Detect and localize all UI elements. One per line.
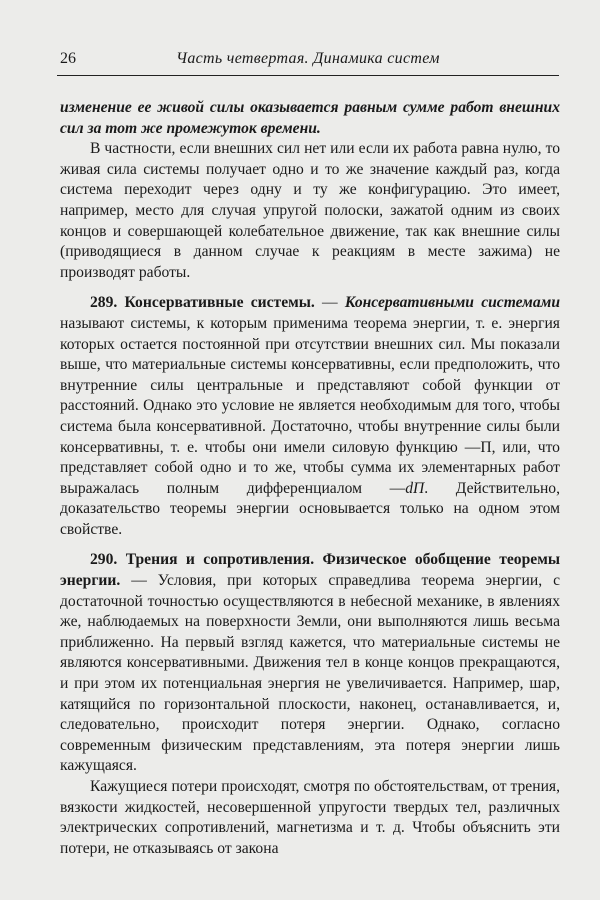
running-title: Часть четвертая. Динамика систем <box>176 50 440 67</box>
intro-conclusion: изменение ее живой силы оказывается равным сумме работ внешних сил за тот же промежуток времени. <box>60 99 560 137</box>
section-290-paragraph-2: Кажущиеся потери происходят, смотря по обстоятельствам, от трения, вязкости жидкостей, несовершенной упругости твердых тел, различных электрических сопротивлений, магнетизма и т. д. Чтобы объяснить эти потери, не отказываясь от закона <box>60 778 560 857</box>
page-number: 26 <box>60 50 76 67</box>
symbol-dpi: dП <box>405 479 425 497</box>
header-rule <box>57 75 559 76</box>
page-body <box>60 98 560 859</box>
section-290-heading: 290. Трения и сопротивления. Физическое обобщение теоремы энергии. <box>60 551 560 590</box>
section-289-paragraph: 289. Консервативные системы. — Консервативными системами называют системы, к которым применима теорема энергии, т. е. энергия которых остается постоянной при отсутствии внешних сил. Мы показали выше, что материальные системы консервативны, если предположить, что внутренние силы центральные и представляют собой функции от расстояний. Однако это условие не является необходимым для того, чтобы система была консервативной. Достаточно, чтобы внутренние силы были консервативны, т. е. чтобы они имели силовую функцию —П, или, что представляет собой одно и то же, чтобы сумма их элементарных работ выражалась полным дифференциалом —dП. Действительно, доказательство теоремы энергии основывается только на одном этом свойстве. <box>60 294 560 538</box>
intro-paragraph: В частности, если внешних сил нет или если их работа равна нулю, то живая сила системы получает одно и то же значение каждый раз, когда система переходит через одну и ту же конфигурацию. Это имеет, например, место для случая упругой полоски, зажатой одним из своих концов и совершающей колебательное движение, так как внешние силы (приводящиеся в данном случае к реакциям в месте зажима) не производят работы. <box>60 140 560 281</box>
page-header <box>60 50 558 76</box>
symbol-pi: П <box>480 438 492 456</box>
section-289-term: Консервативными системами <box>344 294 560 312</box>
section-289-heading: 289. Консервативные системы. <box>90 294 315 312</box>
section-290-paragraph: 290. Трения и сопротивления. Физическое обобщение теоремы энергии. — Условия, при которых справедлива теорема энергии, с достаточной точностью осуществляются в небесной механике, в явлениях же, наблюдаемых на поверхности Земли, они выполняются лишь весьма приближенно. На первый взгляд кажется, что материальные системы не являются консервативными. Движения тел в конце концов прекращаются, и при этом их потенциальная энергия не увеличивается. Например, шар, катящийся по горизонтальной плоскости, наконец, останавливается, и, следовательно, происходит потеря энергии. Однако, согласно современным физическим представлениям, эта потеря энергии лишь кажущаяся. <box>60 551 560 775</box>
